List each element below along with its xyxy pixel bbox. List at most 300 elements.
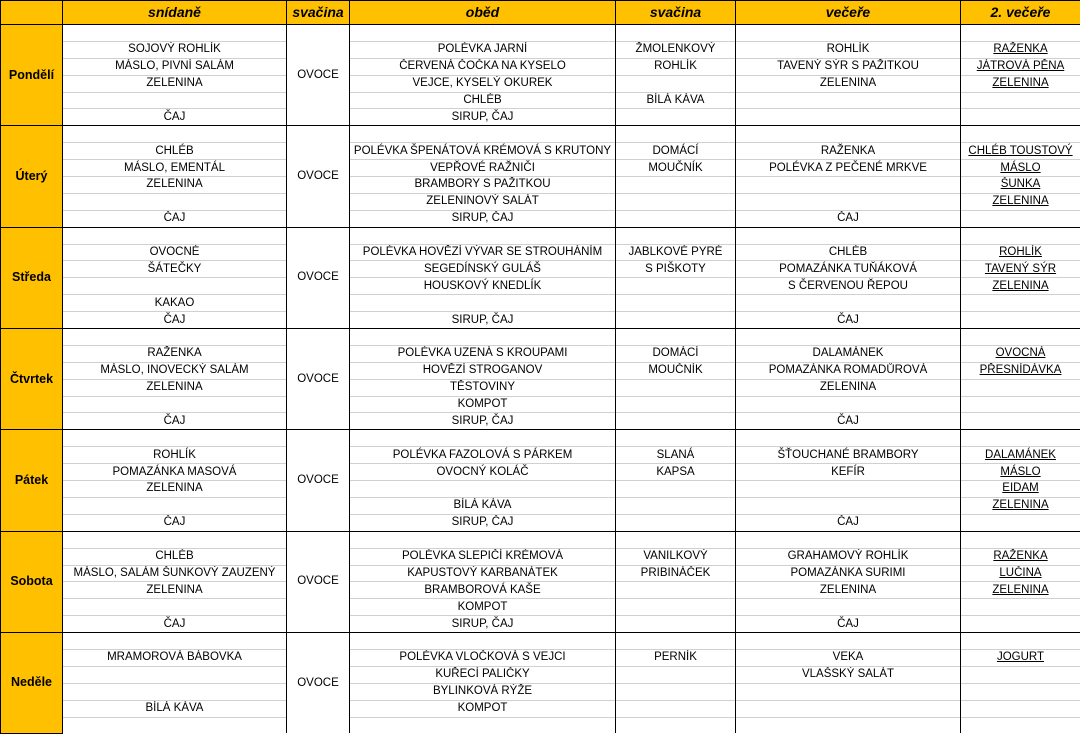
cell-2-vecere[interactable] bbox=[961, 565, 1080, 582]
cell-2-vecere[interactable] bbox=[961, 700, 1080, 717]
cell-svacina-2[interactable] bbox=[616, 481, 736, 498]
cell-text: KOMPOT bbox=[458, 601, 508, 613]
cell-snidane[interactable] bbox=[63, 396, 287, 413]
cell-svacina-2[interactable] bbox=[616, 531, 736, 548]
cell-vecere[interactable] bbox=[736, 193, 961, 210]
cell-text: ZELENINA bbox=[820, 381, 876, 393]
cell-svacina-2[interactable] bbox=[616, 160, 736, 177]
cell-snidane[interactable] bbox=[63, 683, 287, 700]
header-2-vecere[interactable]: 2. večeře bbox=[961, 1, 1080, 25]
cell-2-vecere[interactable] bbox=[961, 379, 1080, 396]
cell-text: ROHLÍK bbox=[827, 43, 870, 55]
cell-svacina-2[interactable] bbox=[616, 278, 736, 295]
cell-text: ZELENINA bbox=[992, 195, 1048, 207]
cell-2-vecere[interactable] bbox=[961, 143, 1080, 160]
cell-obed[interactable] bbox=[350, 633, 616, 650]
cell-text: BRAMBORY S PAŽITKOU bbox=[414, 178, 550, 190]
cell-2-vecere[interactable] bbox=[961, 430, 1080, 447]
cell-text: CHLÉB bbox=[155, 550, 193, 562]
cell-svacina-2[interactable] bbox=[616, 329, 736, 346]
menu-row bbox=[1, 531, 1080, 548]
header-row bbox=[1, 1, 1080, 25]
cell-vecere[interactable] bbox=[736, 447, 961, 464]
cell-svacina-2[interactable] bbox=[616, 396, 736, 413]
cell-obed[interactable] bbox=[350, 312, 616, 329]
cell-obed[interactable] bbox=[350, 126, 616, 143]
cell-text: RAŽENKA bbox=[821, 145, 875, 157]
cell-text: POLÉVKA JARNÍ bbox=[438, 43, 527, 55]
cell-text: POLÉVKA ŠPENÁTOVÁ KRÉMOVÁ S KRUTONY bbox=[354, 145, 611, 157]
cell-vecere[interactable] bbox=[736, 295, 961, 312]
cell-2-vecere[interactable] bbox=[961, 193, 1080, 210]
cell-text: ZELENINA bbox=[146, 77, 202, 89]
cell-2-vecere[interactable] bbox=[961, 177, 1080, 194]
cell-svacina-1[interactable]: OVOCE bbox=[287, 329, 350, 430]
cell-svacina-1[interactable]: OVOCE bbox=[287, 430, 350, 531]
cell-vecere[interactable] bbox=[736, 160, 961, 177]
cell-vecere[interactable] bbox=[736, 599, 961, 616]
cell-obed[interactable] bbox=[350, 75, 616, 92]
cell-vecere[interactable] bbox=[736, 430, 961, 447]
cell-text: ČAJ bbox=[164, 212, 186, 224]
menu-row bbox=[1, 430, 1080, 447]
cell-obed[interactable] bbox=[350, 210, 616, 227]
cell-text: SIRUP, ČAJ bbox=[452, 314, 514, 326]
cell-text: MRAMOROVÁ BÁBOVKA bbox=[107, 651, 242, 663]
cell-obed[interactable] bbox=[350, 514, 616, 531]
cell-vecere[interactable] bbox=[736, 329, 961, 346]
cell-snidane[interactable] bbox=[63, 75, 287, 92]
cell-snidane[interactable] bbox=[63, 261, 287, 278]
cell-vecere[interactable] bbox=[736, 481, 961, 498]
day-label[interactable]: Úterý bbox=[1, 126, 63, 227]
cell-2-vecere[interactable] bbox=[961, 210, 1080, 227]
menu-row bbox=[1, 514, 1080, 531]
cell-svacina-2[interactable] bbox=[616, 683, 736, 700]
cell-text: ZELENINA bbox=[146, 381, 202, 393]
cell-2-vecere[interactable] bbox=[961, 92, 1080, 109]
cell-snidane[interactable] bbox=[63, 227, 287, 244]
menu-row bbox=[1, 548, 1080, 565]
cell-text: KOMPOT bbox=[458, 702, 508, 714]
cell-snidane[interactable] bbox=[63, 244, 287, 261]
cell-2-vecere[interactable] bbox=[961, 396, 1080, 413]
cell-snidane[interactable] bbox=[63, 481, 287, 498]
menu-row bbox=[1, 497, 1080, 514]
cell-vecere[interactable] bbox=[736, 582, 961, 599]
header-snidane[interactable]: snídaně bbox=[63, 1, 287, 25]
cell-vecere[interactable] bbox=[736, 464, 961, 481]
cell-text: ČAJ bbox=[164, 111, 186, 123]
menu-row bbox=[1, 396, 1080, 413]
cell-snidane[interactable] bbox=[63, 210, 287, 227]
cell-2-vecere[interactable] bbox=[961, 497, 1080, 514]
cell-svacina-2[interactable] bbox=[616, 109, 736, 126]
cell-svacina-2[interactable] bbox=[616, 177, 736, 194]
day-label[interactable]: Pátek bbox=[1, 430, 63, 531]
header-svacina-1[interactable]: svačina bbox=[287, 1, 350, 25]
cell-obed[interactable] bbox=[350, 582, 616, 599]
menu-row bbox=[1, 447, 1080, 464]
cell-snidane[interactable] bbox=[63, 413, 287, 430]
cell-obed[interactable] bbox=[350, 683, 616, 700]
cell-obed[interactable] bbox=[350, 177, 616, 194]
cell-2-vecere[interactable] bbox=[961, 683, 1080, 700]
cell-svacina-2[interactable] bbox=[616, 312, 736, 329]
cell-vecere[interactable] bbox=[736, 92, 961, 109]
cell-svacina-2[interactable] bbox=[616, 362, 736, 379]
cell-vecere[interactable] bbox=[736, 244, 961, 261]
cell-2-vecere[interactable] bbox=[961, 312, 1080, 329]
cell-2-vecere[interactable] bbox=[961, 345, 1080, 362]
cell-snidane[interactable] bbox=[63, 447, 287, 464]
cell-text: S ČERVENOU ŘEPOU bbox=[788, 280, 908, 292]
cell-vecere[interactable] bbox=[736, 312, 961, 329]
cell-text: DALAMÁNEK bbox=[813, 347, 884, 359]
cell-svacina-2[interactable] bbox=[616, 210, 736, 227]
cell-vecere[interactable] bbox=[736, 126, 961, 143]
cell-vecere[interactable] bbox=[736, 75, 961, 92]
cell-obed[interactable] bbox=[350, 616, 616, 633]
cell-obed[interactable] bbox=[350, 396, 616, 413]
cell-2-vecere[interactable] bbox=[961, 244, 1080, 261]
cell-svacina-2[interactable] bbox=[616, 565, 736, 582]
cell-vecere[interactable] bbox=[736, 649, 961, 666]
cell-snidane[interactable] bbox=[63, 295, 287, 312]
menu-row bbox=[1, 362, 1080, 379]
cell-text: ŽMOLENKOVÝ bbox=[636, 43, 716, 55]
cell-snidane[interactable] bbox=[63, 649, 287, 666]
menu-row bbox=[1, 312, 1080, 329]
cell-svacina-1[interactable]: OVOCE bbox=[287, 633, 350, 734]
cell-svacina-2[interactable] bbox=[616, 700, 736, 717]
cell-snidane[interactable] bbox=[63, 177, 287, 194]
cell-2-vecere[interactable] bbox=[961, 514, 1080, 531]
cell-vecere[interactable] bbox=[736, 41, 961, 58]
cell-svacina-2[interactable] bbox=[616, 447, 736, 464]
cell-text: POMAZÁNKA SURIMI bbox=[790, 567, 905, 579]
cell-vecere[interactable] bbox=[736, 345, 961, 362]
cell-2-vecere[interactable] bbox=[961, 160, 1080, 177]
cell-snidane[interactable] bbox=[63, 717, 287, 733]
cell-text: RAŽENKA bbox=[993, 550, 1047, 562]
cell-obed[interactable] bbox=[350, 497, 616, 514]
cell-vecere[interactable] bbox=[736, 278, 961, 295]
cell-vecere[interactable] bbox=[736, 109, 961, 126]
cell-obed[interactable] bbox=[350, 649, 616, 666]
cell-snidane[interactable] bbox=[63, 379, 287, 396]
cell-svacina-2[interactable] bbox=[616, 413, 736, 430]
cell-2-vecere[interactable] bbox=[961, 531, 1080, 548]
cell-obed[interactable] bbox=[350, 92, 616, 109]
cell-text: S PIŠKOTY bbox=[645, 263, 706, 275]
cell-vecere[interactable] bbox=[736, 717, 961, 733]
cell-obed[interactable] bbox=[350, 700, 616, 717]
cell-vecere[interactable] bbox=[736, 616, 961, 633]
cell-obed[interactable] bbox=[350, 430, 616, 447]
cell-obed[interactable] bbox=[350, 25, 616, 42]
cell-2-vecere[interactable] bbox=[961, 447, 1080, 464]
cell-svacina-2[interactable] bbox=[616, 25, 736, 42]
cell-vecere[interactable] bbox=[736, 700, 961, 717]
cell-text: VANILKOVÝ bbox=[643, 550, 707, 562]
cell-svacina-2[interactable] bbox=[616, 599, 736, 616]
menu-row bbox=[1, 329, 1080, 346]
cell-text: MÁSLO, EMENTÁL bbox=[124, 162, 225, 174]
cell-2-vecere[interactable] bbox=[961, 481, 1080, 498]
cell-2-vecere[interactable] bbox=[961, 227, 1080, 244]
cell-snidane[interactable] bbox=[63, 92, 287, 109]
cell-svacina-2[interactable] bbox=[616, 143, 736, 160]
cell-snidane[interactable] bbox=[63, 531, 287, 548]
cell-snidane[interactable] bbox=[63, 278, 287, 295]
cell-text: POMAZÁNKA ROMADŮROVÁ bbox=[769, 364, 927, 376]
cell-2-vecere[interactable] bbox=[961, 278, 1080, 295]
cell-svacina-2[interactable] bbox=[616, 126, 736, 143]
cell-snidane[interactable] bbox=[63, 345, 287, 362]
cell-text: POLÉVKA HOVĚZÍ VÝVAR SE STROUHÁNÍM bbox=[363, 246, 602, 258]
cell-vecere[interactable] bbox=[736, 379, 961, 396]
cell-text: ROHLÍK bbox=[999, 246, 1042, 258]
cell-text: KAKAO bbox=[155, 297, 195, 309]
cell-svacina-2[interactable] bbox=[616, 497, 736, 514]
cell-svacina-2[interactable] bbox=[616, 261, 736, 278]
cell-2-vecere[interactable] bbox=[961, 261, 1080, 278]
cell-2-vecere[interactable] bbox=[961, 109, 1080, 126]
cell-snidane[interactable] bbox=[63, 565, 287, 582]
cell-obed[interactable] bbox=[350, 413, 616, 430]
cell-text: PRIBINÁČEK bbox=[641, 567, 711, 579]
cell-svacina-2[interactable] bbox=[616, 548, 736, 565]
cell-2-vecere[interactable] bbox=[961, 126, 1080, 143]
cell-text: OVOCNÝ KOLÁČ bbox=[436, 466, 528, 478]
cell-text: ZELENINA bbox=[992, 77, 1048, 89]
cell-snidane[interactable] bbox=[63, 582, 287, 599]
cell-snidane[interactable] bbox=[63, 109, 287, 126]
cell-vecere[interactable] bbox=[736, 633, 961, 650]
cell-text: JABLKOVÉ PYRÉ bbox=[629, 246, 723, 258]
cell-svacina-2[interactable] bbox=[616, 464, 736, 481]
cell-vecere[interactable] bbox=[736, 261, 961, 278]
cell-svacina-2[interactable] bbox=[616, 227, 736, 244]
cell-obed[interactable] bbox=[350, 244, 616, 261]
cell-svacina-2[interactable] bbox=[616, 193, 736, 210]
cell-vecere[interactable] bbox=[736, 413, 961, 430]
cell-obed[interactable] bbox=[350, 379, 616, 396]
cell-vecere[interactable] bbox=[736, 177, 961, 194]
day-label[interactable]: Pondělí bbox=[1, 25, 63, 126]
cell-text: SIRUP, ČAJ bbox=[452, 516, 514, 528]
cell-text: ROHLÍK bbox=[654, 60, 697, 72]
cell-vecere[interactable] bbox=[736, 143, 961, 160]
cell-text: BÍLÁ KÁVA bbox=[454, 499, 512, 511]
cell-2-vecere[interactable] bbox=[961, 464, 1080, 481]
cell-obed[interactable] bbox=[350, 464, 616, 481]
cell-snidane[interactable] bbox=[63, 25, 287, 42]
cell-snidane[interactable] bbox=[63, 193, 287, 210]
cell-2-vecere[interactable] bbox=[961, 75, 1080, 92]
cell-obed[interactable] bbox=[350, 447, 616, 464]
cell-text: BÍLÁ KÁVA bbox=[647, 94, 705, 106]
menu-row bbox=[1, 58, 1080, 75]
cell-snidane[interactable] bbox=[63, 160, 287, 177]
cell-obed[interactable] bbox=[350, 193, 616, 210]
cell-snidane[interactable] bbox=[63, 548, 287, 565]
header-vecere[interactable]: večeře bbox=[736, 1, 961, 25]
cell-vecere[interactable] bbox=[736, 210, 961, 227]
cell-snidane[interactable] bbox=[63, 362, 287, 379]
cell-obed[interactable] bbox=[350, 329, 616, 346]
cell-vecere[interactable] bbox=[736, 58, 961, 75]
cell-svacina-2[interactable] bbox=[616, 345, 736, 362]
cell-svacina-2[interactable] bbox=[616, 75, 736, 92]
cell-obed[interactable] bbox=[350, 109, 616, 126]
cell-text: SOJOVÝ ROHLÍK bbox=[128, 43, 221, 55]
cell-svacina-2[interactable] bbox=[616, 649, 736, 666]
menu-row bbox=[1, 92, 1080, 109]
cell-text: KOMPOT bbox=[458, 398, 508, 410]
cell-text: ČAJ bbox=[164, 415, 186, 427]
cell-vecere[interactable] bbox=[736, 396, 961, 413]
cell-obed[interactable] bbox=[350, 41, 616, 58]
menu-row bbox=[1, 41, 1080, 58]
cell-svacina-2[interactable] bbox=[616, 92, 736, 109]
cell-text: CHLÉB bbox=[829, 246, 867, 258]
cell-svacina-2[interactable] bbox=[616, 717, 736, 733]
cell-obed[interactable] bbox=[350, 143, 616, 160]
cell-text: POLÉVKA Z PEČENÉ MRKVE bbox=[769, 162, 927, 174]
cell-text: MÁSLO, INOVECKÝ SALÁM bbox=[100, 364, 248, 376]
cell-snidane[interactable] bbox=[63, 514, 287, 531]
cell-2-vecere[interactable] bbox=[961, 633, 1080, 650]
cell-svacina-2[interactable] bbox=[616, 58, 736, 75]
header-corner[interactable] bbox=[1, 1, 63, 25]
cell-2-vecere[interactable] bbox=[961, 362, 1080, 379]
cell-vecere[interactable] bbox=[736, 497, 961, 514]
cell-obed[interactable] bbox=[350, 278, 616, 295]
cell-snidane[interactable] bbox=[63, 497, 287, 514]
cell-2-vecere[interactable] bbox=[961, 295, 1080, 312]
cell-text: ČAJ bbox=[837, 212, 859, 224]
menu-row bbox=[1, 599, 1080, 616]
cell-2-vecere[interactable] bbox=[961, 41, 1080, 58]
cell-svacina-2[interactable] bbox=[616, 244, 736, 261]
cell-2-vecere[interactable] bbox=[961, 25, 1080, 42]
cell-obed[interactable] bbox=[350, 531, 616, 548]
cell-vecere[interactable] bbox=[736, 683, 961, 700]
cell-vecere[interactable] bbox=[736, 25, 961, 42]
cell-snidane[interactable] bbox=[63, 312, 287, 329]
cell-obed[interactable] bbox=[350, 261, 616, 278]
cell-snidane[interactable] bbox=[63, 126, 287, 143]
cell-obed[interactable] bbox=[350, 481, 616, 498]
cell-snidane[interactable] bbox=[63, 633, 287, 650]
cell-2-vecere[interactable] bbox=[961, 616, 1080, 633]
cell-text: ŠŤOUCHANÉ BRAMBORY bbox=[777, 449, 918, 461]
cell-snidane[interactable] bbox=[63, 41, 287, 58]
cell-text: ČAJ bbox=[837, 314, 859, 326]
header-obed[interactable]: oběd bbox=[350, 1, 616, 25]
cell-svacina-2[interactable] bbox=[616, 379, 736, 396]
cell-svacina-2[interactable] bbox=[616, 514, 736, 531]
cell-obed[interactable] bbox=[350, 58, 616, 75]
cell-text: POLÉVKA VLOČKOVÁ S VEJCI bbox=[399, 651, 565, 663]
cell-text: TĚSTOVINY bbox=[450, 381, 515, 393]
cell-svacina-2[interactable] bbox=[616, 41, 736, 58]
header-svacina-2[interactable]: svačina bbox=[616, 1, 736, 25]
cell-text: VEPŘOVÉ RAŽNIČI bbox=[430, 162, 535, 174]
cell-text: TAVENÝ SÝR S PAŽITKOU bbox=[777, 60, 919, 72]
cell-obed[interactable] bbox=[350, 345, 616, 362]
cell-snidane[interactable] bbox=[63, 700, 287, 717]
cell-svacina-1[interactable]: OVOCE bbox=[287, 227, 350, 328]
cell-obed[interactable] bbox=[350, 599, 616, 616]
cell-2-vecere[interactable] bbox=[961, 58, 1080, 75]
cell-vecere[interactable] bbox=[736, 565, 961, 582]
cell-svacina-1[interactable]: OVOCE bbox=[287, 25, 350, 126]
cell-obed[interactable] bbox=[350, 227, 616, 244]
day-label[interactable]: Sobota bbox=[1, 531, 63, 632]
cell-snidane[interactable] bbox=[63, 430, 287, 447]
cell-vecere[interactable] bbox=[736, 548, 961, 565]
cell-obed[interactable] bbox=[350, 295, 616, 312]
cell-vecere[interactable] bbox=[736, 531, 961, 548]
cell-text: SIRUP, ČAJ bbox=[452, 415, 514, 427]
cell-text: BRAMBOROVÁ KAŠE bbox=[424, 584, 540, 596]
cell-2-vecere[interactable] bbox=[961, 599, 1080, 616]
cell-2-vecere[interactable] bbox=[961, 649, 1080, 666]
cell-2-vecere[interactable] bbox=[961, 717, 1080, 733]
cell-text: VEKA bbox=[833, 651, 864, 663]
cell-snidane[interactable] bbox=[63, 599, 287, 616]
day-label[interactable]: Čtvrtek bbox=[1, 329, 63, 430]
cell-svacina-2[interactable] bbox=[616, 633, 736, 650]
cell-vecere[interactable] bbox=[736, 227, 961, 244]
cell-obed[interactable] bbox=[350, 362, 616, 379]
cell-snidane[interactable] bbox=[63, 464, 287, 481]
cell-text: MÁSLO, PIVNÍ SALÁM bbox=[115, 60, 234, 72]
cell-2-vecere[interactable] bbox=[961, 548, 1080, 565]
cell-snidane[interactable] bbox=[63, 58, 287, 75]
cell-svacina-1[interactable]: OVOCE bbox=[287, 531, 350, 632]
cell-obed[interactable] bbox=[350, 717, 616, 733]
cell-2-vecere[interactable] bbox=[961, 582, 1080, 599]
menu-row bbox=[1, 25, 1080, 42]
day-label[interactable]: Středa bbox=[1, 227, 63, 328]
cell-snidane[interactable] bbox=[63, 143, 287, 160]
cell-snidane[interactable] bbox=[63, 329, 287, 346]
cell-2-vecere[interactable] bbox=[961, 413, 1080, 430]
cell-text: ČAJ bbox=[164, 314, 186, 326]
cell-vecere[interactable] bbox=[736, 362, 961, 379]
cell-text: ŠUNKA bbox=[1001, 178, 1041, 190]
cell-vecere[interactable] bbox=[736, 514, 961, 531]
cell-2-vecere[interactable] bbox=[961, 329, 1080, 346]
cell-obed[interactable] bbox=[350, 548, 616, 565]
cell-svacina-2[interactable] bbox=[616, 295, 736, 312]
day-label[interactable]: Neděle bbox=[1, 633, 63, 734]
cell-obed[interactable] bbox=[350, 565, 616, 582]
cell-svacina-2[interactable] bbox=[616, 582, 736, 599]
cell-text: POMAZÁNKA TUŇÁKOVÁ bbox=[779, 263, 917, 275]
cell-svacina-2[interactable] bbox=[616, 616, 736, 633]
cell-obed[interactable] bbox=[350, 160, 616, 177]
cell-snidane[interactable] bbox=[63, 616, 287, 633]
cell-text: BÍLÁ KÁVA bbox=[146, 702, 204, 714]
cell-text: ČAJ bbox=[164, 618, 186, 630]
cell-svacina-1[interactable]: OVOCE bbox=[287, 126, 350, 227]
cell-svacina-2[interactable] bbox=[616, 430, 736, 447]
